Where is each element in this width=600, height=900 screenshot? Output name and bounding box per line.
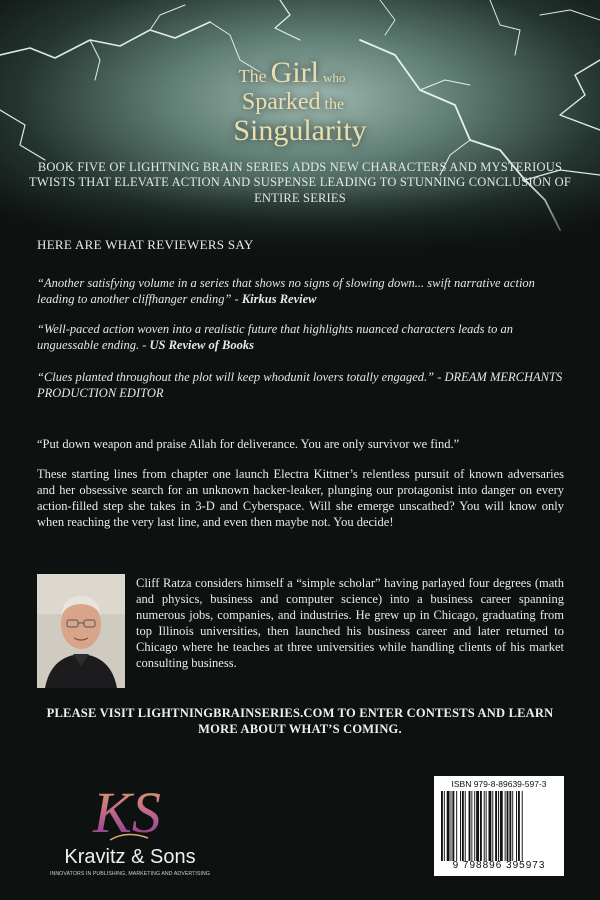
barcode-bar bbox=[492, 791, 493, 861]
barcode-bar bbox=[489, 791, 492, 861]
barcode-bar bbox=[476, 791, 479, 861]
barcode-bar bbox=[518, 791, 520, 861]
barcode-bar bbox=[500, 791, 503, 861]
barcode-bar bbox=[444, 791, 445, 861]
author-bio: Cliff Ratza considers himself a “simple scholar” having parlayed four degrees (math and physics, business and computer science) into a business career spanning numerous jobs, companies, and industries. He grew up in Chicago, graduating from top Illinois universities, then launched his business career and later returned to Chicago where he teaches at three universities while handling clients of his market consulting business. bbox=[136, 576, 564, 670]
book-description: These starting lines from chapter one launch Electra Kittner’s relentless pursuit of known adversaries and her obsessive search for an unknown hacker-leaker, plunging our protagonist into danger on every action-filled step she takes in 3-D and Cyberspace. Will she emerge unscathed? You will know only when reaching the very last line, and even then maybe not. You decide! bbox=[37, 467, 564, 529]
barcode-bar bbox=[509, 791, 511, 861]
barcode-bar bbox=[471, 791, 472, 861]
barcode-bar bbox=[465, 791, 466, 861]
barcode-bar bbox=[505, 791, 506, 861]
title-word-girl: Girl bbox=[270, 56, 319, 89]
isbn-barcode-icon bbox=[434, 776, 564, 876]
barcode-bar bbox=[441, 791, 443, 861]
review-us-review bbox=[37, 322, 564, 353]
publisher-name: Kravitz & Sons bbox=[64, 846, 196, 868]
barcode-bar bbox=[484, 791, 485, 861]
ks-monogram-logo-icon bbox=[92, 780, 162, 846]
review-source: US Review of Books bbox=[149, 337, 254, 352]
title-word-sparked: Sparked bbox=[241, 89, 321, 115]
barcode-bar bbox=[462, 791, 464, 861]
isbn-label: ISBN 979-8-89639-597-3 bbox=[451, 779, 547, 789]
barcode-bar bbox=[480, 791, 482, 861]
barcode-bar bbox=[452, 791, 454, 861]
review-kirkus bbox=[37, 276, 564, 307]
barcode-bars bbox=[439, 791, 559, 861]
review-text: “Clues planted throughout the plot will keep whodunit lovers totally engaged.” - bbox=[37, 370, 445, 384]
review-source: Kirkus Review bbox=[241, 291, 317, 306]
website-call-to-action: PLEASE VISIT LIGHTNINGBRAINSERIES.COM TO ENTER CONTESTS AND LEARN MORE ABOUT WHAT’S COMING. bbox=[46, 706, 554, 737]
title-word-who: who bbox=[322, 70, 346, 85]
barcode-bar bbox=[498, 791, 499, 861]
barcode-bar bbox=[451, 791, 452, 861]
barcode-bar bbox=[495, 791, 497, 861]
barcode-bar bbox=[474, 791, 475, 861]
title-word-the-2: the bbox=[324, 96, 345, 113]
barcode-bar bbox=[460, 791, 461, 861]
barcode-bar bbox=[486, 791, 487, 861]
book-title bbox=[0, 58, 600, 146]
series-blurb: BOOK FIVE OF LIGHTNING BRAIN SERIES ADDS NEW CHARACTERS AND MYSTERIOUS TWISTS THAT ELEVATE ACTION AND SUSPENSE LEADING TO STUNNING CONCLUSION OF ENTIRE SERIES bbox=[29, 160, 571, 205]
title-word-the: The bbox=[238, 66, 267, 86]
barcode-bar bbox=[512, 791, 513, 861]
review-source: DREAM MERCHANTS PRODUCTION EDITOR bbox=[37, 370, 563, 400]
barcode-digits: 9 798896 395973 bbox=[452, 860, 546, 871]
author-portrait-icon bbox=[37, 574, 125, 688]
barcode-bar bbox=[522, 791, 523, 861]
publisher-tagline: INNOVATORS IN PUBLISHING, MARKETING AND ADVERTISING bbox=[49, 871, 211, 877]
barcode-bar bbox=[447, 791, 450, 861]
opening-quote: “Put down weapon and praise Allah for deliverance. You are only survivor we find.” bbox=[37, 437, 460, 451]
review-dream-merchants bbox=[37, 370, 564, 401]
reviews-heading: HERE ARE WHAT REVIEWERS SAY bbox=[37, 237, 254, 252]
review-text: “Another satisfying volume in a series that shows no signs of slowing down... swift narrative action leading to another cliffhanger ending” - bbox=[37, 276, 535, 306]
barcode-bar bbox=[516, 791, 517, 861]
review-text: “Well-paced action woven into a realistic future that highlights nuanced characters leads to an unguessable ending. - bbox=[37, 322, 513, 352]
barcode-bar bbox=[507, 791, 509, 861]
logo-monogram-text: KS bbox=[93, 780, 161, 845]
title-word-singularity: Singularity bbox=[233, 114, 367, 147]
barcode-bar bbox=[469, 791, 471, 861]
barcode-bar bbox=[456, 791, 457, 861]
